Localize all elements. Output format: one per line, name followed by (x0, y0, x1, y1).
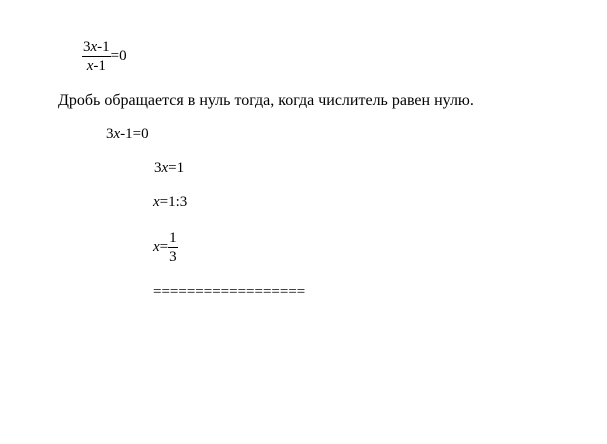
result-numerator: 1 (169, 230, 177, 246)
result-denominator: 3 (169, 249, 177, 265)
equation-rhs: =0 (110, 48, 127, 64)
main-equation (82, 38, 127, 75)
step-result: x= $\frac{1}{3}$ (153, 230, 177, 265)
fraction-numerator: 3x-1 (83, 39, 110, 55)
separator-line: ================== (153, 284, 306, 300)
step-divide: x=1:3 (153, 194, 188, 210)
explanation-text: Дробь обращается в нуль тогда, когда числитель равен нулю. (58, 92, 474, 109)
fraction-denominator: x-1 (86, 58, 106, 74)
result-fraction (168, 229, 178, 266)
main-fraction (82, 38, 111, 75)
step-numerator-zero: 3x-1=0 (106, 126, 149, 142)
step-move-term: 3x=1 (154, 160, 185, 176)
